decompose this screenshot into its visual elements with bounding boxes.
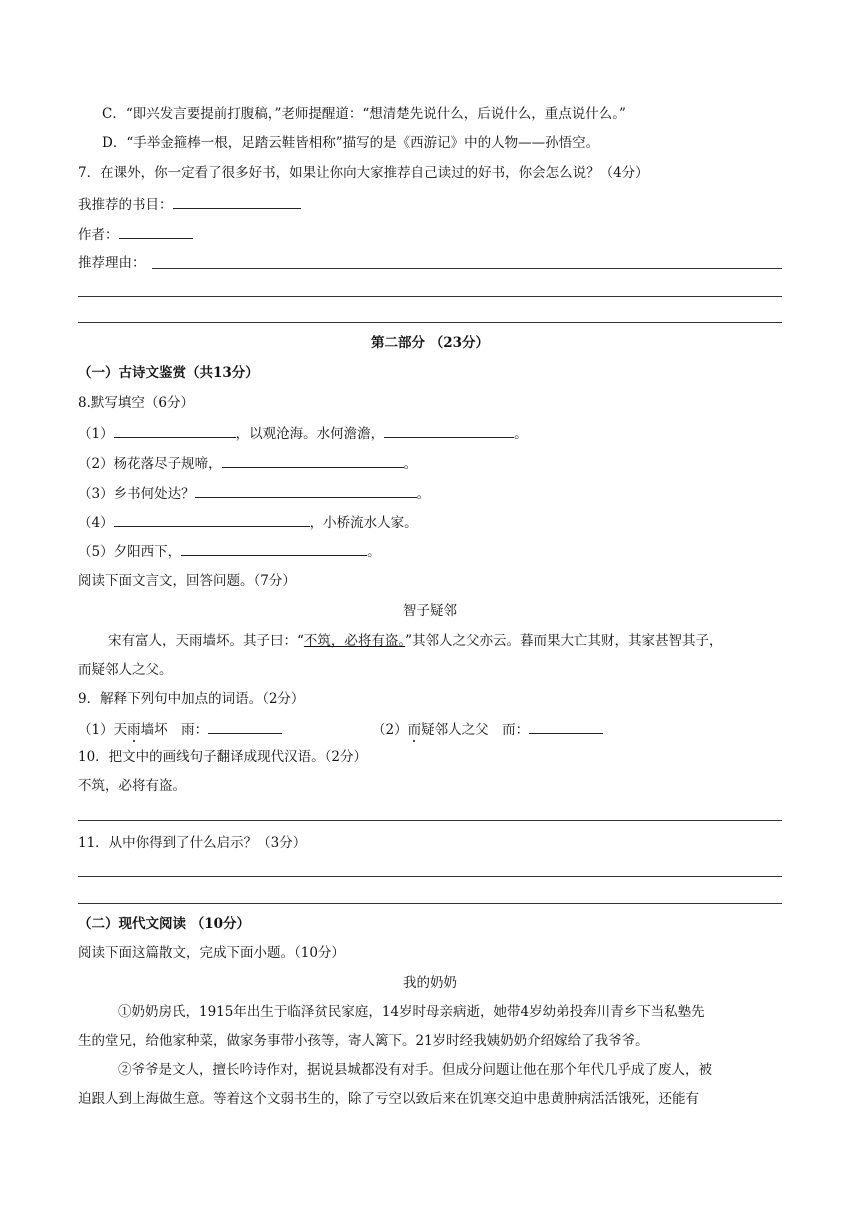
q7-book-blank[interactable] (173, 195, 301, 209)
q8-item-3 (78, 484, 430, 503)
q6-option-c: C．“即兴发言要提前打腹稿，”老师提醒道：“想清楚先说什么，后说什么，重点说什么。” (102, 106, 626, 122)
q7-book-line (78, 195, 301, 214)
q8-item-2-text: （2）杨花落尽子规啼， (78, 456, 222, 472)
q9-item-2-b: 疑邻人之父 而： (421, 722, 530, 738)
q8-item-1 (78, 424, 528, 443)
q11-answer-line-2[interactable] (78, 903, 782, 904)
q8-item-5-text: （5）夕阳西下， (78, 544, 182, 560)
q8-blank-2[interactable] (222, 454, 404, 468)
q9-title: 9．解释下列句中加点的词语。（2分） (78, 691, 305, 707)
q8-item-1-text: ，以观沧海。水何澹澹， (235, 426, 385, 442)
modern-paragraph-2-line-1: ②爷爷是文人，擅长吟诗作对，据说县城都没有对手。但成分问题让他在那个年代几乎成了废人，被 (118, 1062, 712, 1078)
section-classical-poetry: （一）古诗文鉴赏（共13分） (78, 365, 259, 381)
q7-reason-line-2[interactable] (78, 296, 782, 297)
q8-item-3-end: 。 (416, 486, 431, 502)
q7-author-line (78, 225, 193, 244)
q9-dotted-word-2: 而 (407, 722, 422, 738)
q7-reason-line-1[interactable] (152, 268, 782, 269)
q9-blank-1[interactable] (208, 720, 282, 734)
q10-sentence: 不筑，必将有盗。 (78, 778, 186, 794)
part2-title: 第二部分 （23分） (371, 335, 489, 351)
q9-item-1 (78, 720, 282, 739)
q7-book-label: 我推荐的书目： (78, 197, 173, 213)
q8-item-2 (78, 454, 417, 473)
classical-text-b: ”其邻人之父亦云。暮而果大亡其财，其家甚智其子， (405, 633, 723, 649)
q8-blank-1a[interactable] (114, 424, 236, 438)
q8-item-1-num: （1） (78, 426, 114, 442)
q10-answer-line[interactable] (78, 820, 782, 821)
q7-reason-line-3[interactable] (78, 322, 782, 323)
q8-item-4 (78, 513, 418, 532)
q11-title: 11．从中你得到了什么启示？（3分） (78, 835, 307, 851)
section-modern-reading: （二）现代文阅读 （10分） (78, 916, 250, 932)
q8-blank-4[interactable] (114, 513, 310, 527)
q8-item-3-text: （3）乡书何处达？ (78, 486, 195, 502)
q11-answer-line-1[interactable] (78, 876, 782, 877)
q9-item-1-b: 墙坏 雨： (140, 722, 209, 738)
classical-text-a: 宋有富人，天雨墙坏。其子曰：“ (108, 633, 304, 649)
q9-item-2-a: （2） (372, 722, 408, 738)
q8-item-1-end: 。 (514, 426, 528, 442)
classical-paragraph-line-2: 而疑邻人之父。 (78, 662, 173, 678)
q8-item-4-text: ，小桥流水人家。 (309, 515, 418, 531)
q8-item-2-end: 。 (403, 456, 418, 472)
q9-item-1-a: （1）天 (78, 722, 128, 738)
q8-item-5 (78, 542, 381, 561)
q9-dotted-word-1: 雨 (127, 722, 141, 738)
q9-blank-2[interactable] (529, 720, 603, 734)
q7-author-label: 作者： (78, 227, 119, 243)
q8-item-4-num: （4） (78, 515, 114, 531)
q8-blank-1b[interactable] (384, 424, 514, 438)
q8-blank-5[interactable] (181, 542, 367, 556)
q7-question: 7．在课外，你一定看了很多好书，如果让你向大家推荐自己读过的好书，你会怎么说？（4分） (78, 165, 649, 181)
q8-title: 8.默写填空（6分） (78, 395, 194, 411)
modern-paragraph-1-line-1: ①奶奶房氏，1915年出生于临泽贫民家庭，14岁时母亲病逝，她带4岁幼弟投奔川青乡下当私塾先 (118, 1004, 705, 1020)
q7-author-blank[interactable] (119, 225, 193, 239)
classical-underlined-sentence: 不筑，必将有盗。 (303, 633, 406, 649)
modern-paragraph-2-line-2: 迫跟人到上海做生意。等着这个文弱书生的，除了亏空以致后来在饥寒交迫中患黄肿病活活饿死，还能有 (78, 1091, 699, 1107)
modern-title: 我的奶奶 (403, 975, 457, 991)
classical-intro: 阅读下面文言文，回答问题。（7分） (78, 573, 296, 589)
modern-intro: 阅读下面这篇散文，完成下面小题。（10分） (78, 945, 345, 961)
q8-blank-3[interactable] (195, 484, 417, 498)
q7-reason-label: 推荐理由： (78, 255, 146, 271)
q8-item-5-end: 。 (367, 544, 381, 560)
classical-paragraph-line-1 (108, 632, 723, 650)
classical-title: 智子疑邻 (403, 603, 457, 619)
q6-option-d: D．“手举金箍棒一根，足踏云鞋皆相称”描写的是《西游记》中的人物——孙悟空。 (102, 135, 600, 151)
modern-paragraph-1-line-2: 生的堂兄，给他家种菜，做家务事带小孩等，寄人篱下。21岁时经我姨奶奶介绍嫁给了我爷爷。 (78, 1033, 649, 1049)
q9-item-2 (372, 720, 603, 739)
q10-title: 10．把文中的画线句子翻译成现代汉语。（2分） (78, 749, 368, 765)
